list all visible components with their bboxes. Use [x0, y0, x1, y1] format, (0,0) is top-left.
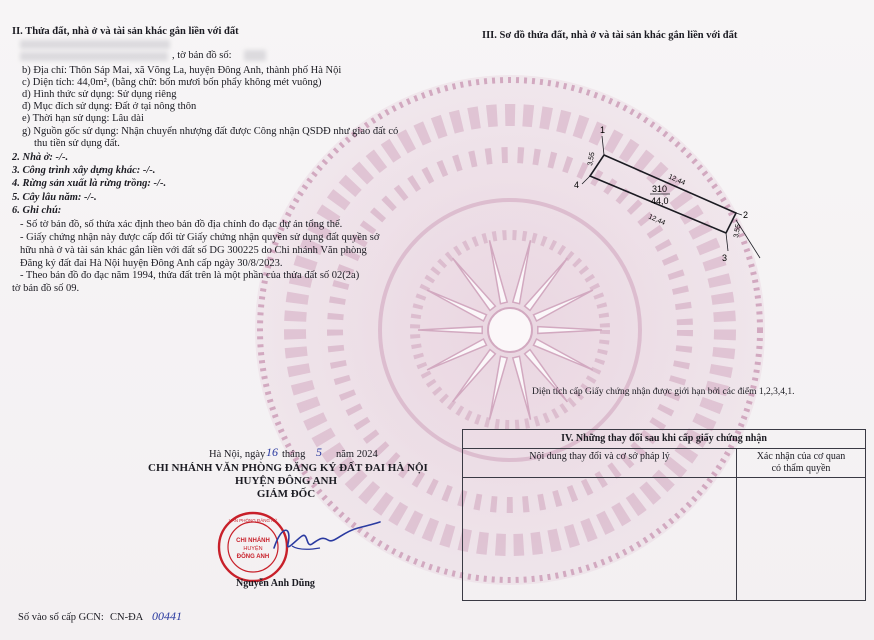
corner-4-label: 4	[574, 180, 580, 190]
note-2-line-1: - Giấy chứng nhận này được cấp đổi từ Giấy chứng nhận quyền sử dụng đất quyền sở	[20, 232, 380, 243]
purpose-line: đ) Mục đích sử dụng: Đất ở tại nông thôn	[22, 101, 197, 112]
house-section: 2. Nhà ở: -/-.	[12, 152, 69, 163]
issuing-office-line-1: CHI NHÁNH VĂN PHÒNG ĐĂNG KÝ ĐẤT ĐAI HÀ NỘI	[148, 462, 428, 474]
map-sheet-label: , tờ bản đồ số:	[172, 50, 232, 61]
authority-confirmation-cell	[737, 478, 866, 601]
corner-3-leader	[726, 233, 728, 251]
notes-section: 6. Ghi chú:	[12, 205, 62, 216]
area-line: c) Diện tích: 44,0m², (bằng chữ: bốn mươi bốn phẩy không mét vuông)	[22, 77, 322, 88]
redacted-parcel-number	[20, 52, 168, 61]
corner-1-label: 1	[600, 125, 606, 135]
authority-header-line-2: có thẩm quyền	[771, 463, 831, 474]
corner-2-leader	[736, 213, 742, 215]
land-plot-diagram	[560, 120, 800, 270]
term-line: e) Thời hạn sử dụng: Lâu dài	[22, 113, 144, 124]
redacted-owner	[20, 40, 170, 49]
other-construction-section: 3. Công trình xây dựng khác: -/-.	[12, 165, 156, 176]
address-line: b) Địa chỉ: Thôn Sáp Mai, xã Võng La, huyện Đông Anh, thành phố Hà Nội	[22, 65, 342, 76]
bottom-length-label: 12,44	[647, 213, 667, 227]
top-length-label: 12,44	[667, 173, 687, 187]
parcel-number: 310	[652, 184, 668, 194]
issue-month: 5	[316, 445, 322, 459]
parcel-area: 44,0	[651, 196, 669, 206]
authority-header-line-1: Xác nhận của cơ quan	[756, 451, 846, 462]
register-number-label: Số vào sổ cấp GCN:	[18, 612, 104, 623]
authority-confirmation-header	[737, 449, 866, 478]
note-3-line-1: - Theo bản đồ đo đạc năm 1994, thửa đất trên là một phần của thửa đất số 02(2a)	[20, 270, 360, 281]
redacted-map-sheet	[244, 50, 266, 61]
note-2-line-3: Đăng ký đất đai Hà Nội huyện Đông Anh cấp ngày 30/8/2023.	[20, 258, 283, 269]
svg-text:VĂN PHÒNG ĐĂNG KÝ: VĂN PHÒNG ĐĂNG KÝ	[228, 518, 278, 523]
section-ii-heading: II. Thửa đất, nhà ở và tài sản khác gắn liền với đất	[12, 26, 239, 37]
corner-4-leader	[582, 176, 590, 184]
corner-2-label: 2	[743, 210, 749, 220]
note-2-line-2: hữu nhà ở và tài sản khác gắn liền với đất số DG 300225 do Chi nhánh Văn phòng	[20, 245, 367, 256]
corner-1-leader	[602, 136, 604, 155]
issue-date-prefix: Hà Nội, ngày	[209, 449, 266, 460]
issue-day: 16	[266, 445, 278, 459]
perennial-tree-section: 5. Cây lâu năm: -/-.	[12, 192, 97, 203]
issuing-office-line-2: HUYỆN ĐÔNG ANH	[234, 475, 338, 487]
register-number: 00441	[152, 609, 182, 623]
left-length-label: 3,55	[587, 151, 597, 167]
changes-table	[462, 429, 866, 601]
svg-text:ĐÔNG ANH: ĐÔNG ANH	[236, 554, 270, 560]
corner-3-label: 3	[722, 253, 728, 263]
change-content-cell	[463, 478, 737, 601]
svg-text:HUYỆN: HUYỆN	[243, 546, 263, 552]
handwritten-signature	[262, 514, 382, 564]
change-content-header: Nội dung thay đổi và cơ sở pháp lý	[463, 449, 737, 478]
note-1: - Số tờ bản đồ, số thửa xác định theo bản đồ địa chính đo đạc dự án tổng thể.	[20, 219, 343, 230]
origin-line-2: thu tiền sử dụng đất.	[34, 138, 120, 149]
register-code: CN-ĐA	[110, 612, 144, 623]
right-length-label: 3,55	[733, 223, 743, 239]
forest-section: 4. Rừng sản xuất là rừng trồng: -/-.	[12, 178, 167, 189]
svg-text:CHI NHÁNH: CHI NHÁNH	[236, 538, 270, 544]
usage-form-line: d) Hình thức sử dụng: Sử dụng riêng	[22, 89, 177, 100]
director-title: GIÁM ĐỐC	[256, 488, 316, 500]
signer-name: Nguyễn Anh Dũng	[236, 578, 315, 589]
issue-month-prefix: tháng	[282, 449, 306, 460]
boundary-note: Diện tích cấp Giấy chứng nhận được giới hạn bởi các điểm 1,2,3,4,1.	[532, 387, 795, 397]
origin-line-1: g) Nguồn gốc sử dụng: Nhận chuyển nhượng đất được Công nhận QSDĐ như giao đất có	[22, 126, 399, 137]
note-3-line-2: tờ bản đồ số 09.	[12, 283, 80, 294]
section-iii-heading: III. Sơ đồ thửa đất, nhà ở và tài sản khác gắn liền với đất	[482, 30, 738, 41]
issue-year: năm 2024	[336, 449, 378, 460]
changes-title: IV. Những thay đổi sau khi cấp giấy chứng nhận	[463, 430, 866, 449]
